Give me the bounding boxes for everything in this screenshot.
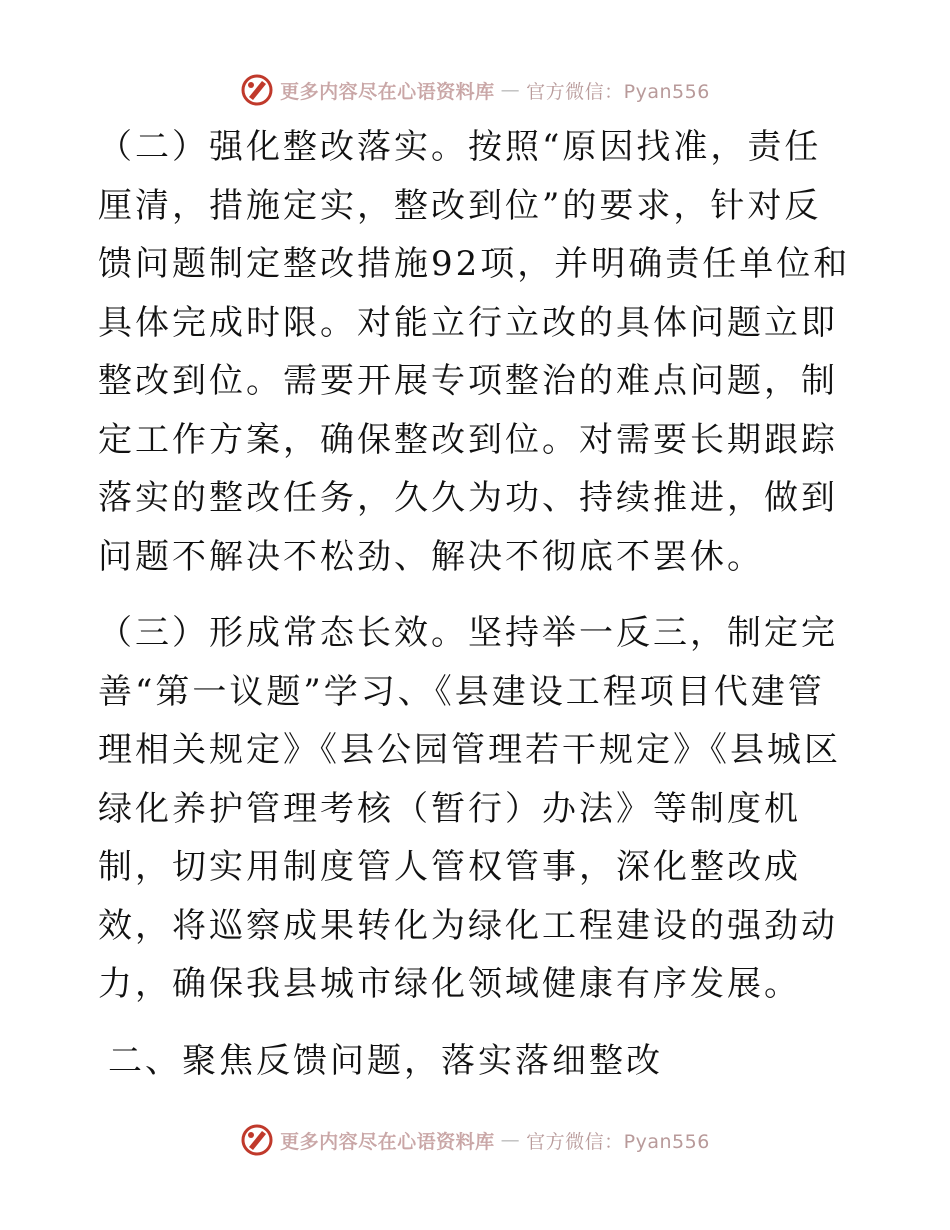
paragraph-normalize-long-term: （三）形成常态长效。坚持举一反三，制定完善“第一议题”学习、《县建设工程项目代建管理相关规定》《县公园管理若干规定》《县城区绿化养护管理考核（暂行）办法》等制度机制，切实用制度管人管权管事，深化整改成效，将巡察成果转化为绿化工程建设的强劲动力，确保我县城市绿化领域健康有序发展。	[98, 613, 841, 1004]
watermark-separator: —	[500, 1129, 521, 1151]
watermark-wechat-text: 官方微信：Pyan556	[526, 1130, 710, 1153]
brand-logo-icon	[240, 73, 274, 107]
watermark-main-text: 更多内容尽在心语资料库	[280, 80, 495, 103]
footer-watermark	[0, 1120, 950, 1160]
watermark-separator: —	[500, 79, 521, 101]
section-heading: 二、聚焦反馈问题，落实落细整改	[108, 1040, 663, 1081]
brand-logo-icon	[240, 1123, 274, 1157]
header-watermark	[0, 70, 950, 110]
document-body	[98, 118, 858, 1090]
paragraph-strengthen-rectification: （二）强化整改落实。按照“原因找准，责任厘清，措施定实，整改到位”的要求，针对反馈问题制定整改措施92项，并明确责任单位和具体完成时限。对能立行立改的具体问题立即整改到位。需要开展专项整治的难点问题，制定工作方案，确保整改到位。对需要长期跟踪落实的整改任务，久久为功、持续推进，做到问题不解决不松劲、解决不彻底不罢休。	[98, 127, 851, 577]
watermark-main-text: 更多内容尽在心语资料库	[280, 1130, 495, 1153]
watermark-wechat-text: 官方微信：Pyan556	[526, 80, 710, 103]
